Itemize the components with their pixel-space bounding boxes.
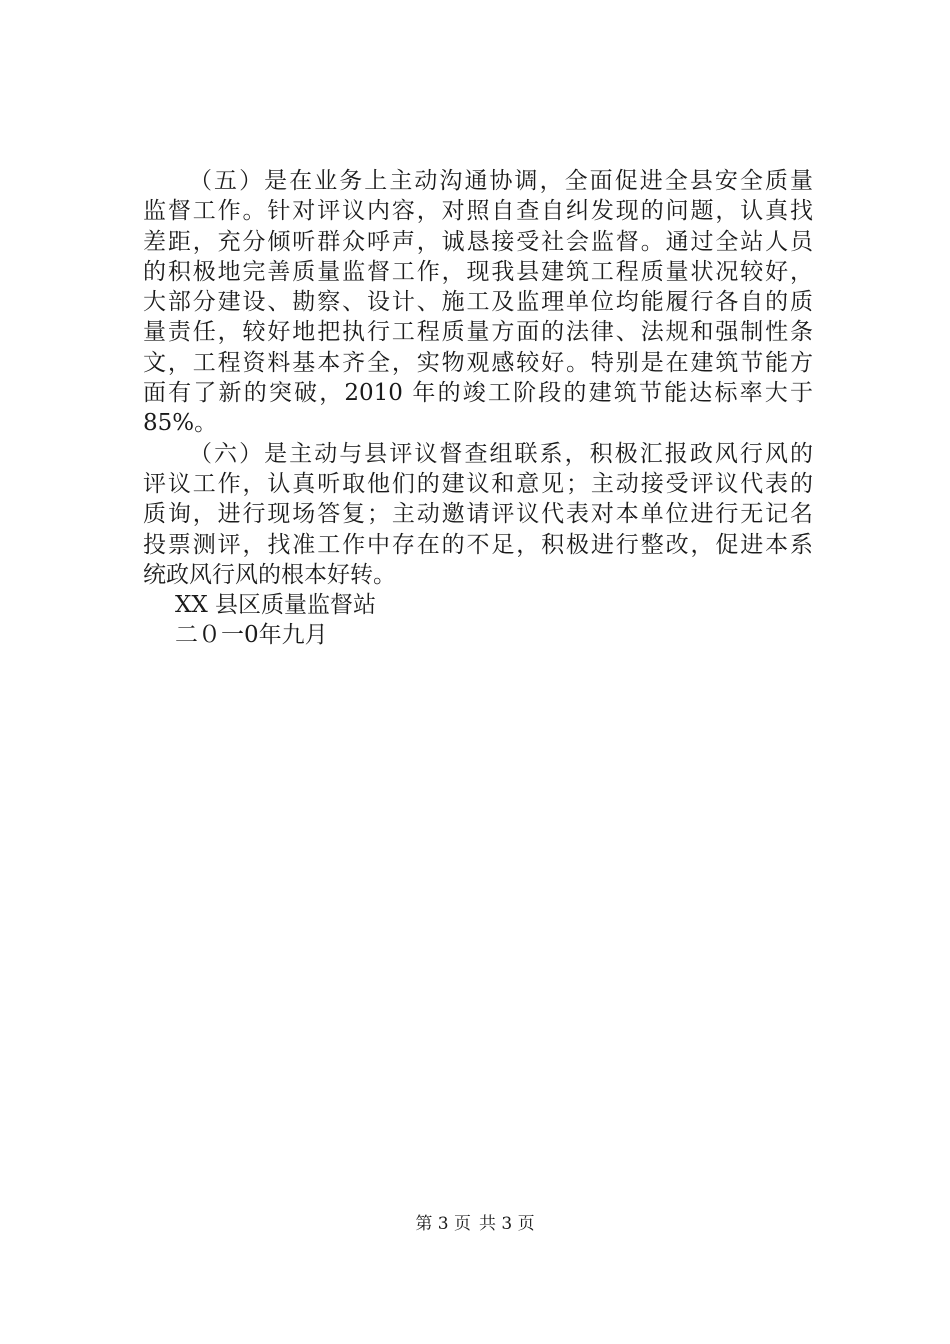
paragraph-line: 85%。 <box>143 410 218 437</box>
signature-organization: XX 县区质量监督站 <box>175 592 377 619</box>
paragraph-line: 面有了新的突破，2010 年的竣工阶段的建筑节能达标率大于 <box>143 380 813 407</box>
paragraph-line: 监督工作。针对评议内容，对照自查自纠发现的问题，认真找 <box>143 198 813 225</box>
paragraph-five <box>143 166 813 439</box>
paragraph-line: 质询，进行现场答复；主动邀请评议代表对本单位进行无记名 <box>143 501 813 528</box>
paragraph-six <box>143 439 813 590</box>
page-footer <box>0 1213 950 1235</box>
paragraph-line: 量责任，较好地把执行工程质量方面的法律、法规和强制性条 <box>143 319 813 346</box>
paragraph-line: （六）是主动与县评议督查组联系，积极汇报政风行风的 <box>189 440 813 467</box>
paragraph-line: 文，工程资料基本齐全，实物观感较好。特别是在建筑节能方 <box>143 349 813 376</box>
signature-block <box>143 590 813 651</box>
paragraph-line: 的积极地完善质量监督工作，现我县建筑工程质量状况较好， <box>143 258 813 285</box>
page-total: 共 3 页 <box>479 1214 535 1234</box>
paragraph-line: 差距，充分倾听群众呼声，诚恳接受社会监督。通过全站人员 <box>143 228 813 255</box>
paragraph-line: 大部分建设、勘察、设计、施工及监理单位均能履行各自的质 <box>143 289 813 316</box>
paragraph-line: 投票测评，找准工作中存在的不足，积极进行整改，促进本系 <box>143 531 813 558</box>
paragraph-line: 评议工作，认真听取他们的建议和意见；主动接受评议代表的 <box>143 470 813 497</box>
page-number: 第 3 页 <box>415 1214 471 1234</box>
paragraph-line: （五）是在业务上主动沟通协调，全面促进全县安全质量 <box>189 168 813 194</box>
document-body <box>143 166 813 651</box>
signature-date: 二０一0年九月 <box>175 622 328 649</box>
paragraph-line: 统政风行风的根本好转。 <box>143 561 396 588</box>
